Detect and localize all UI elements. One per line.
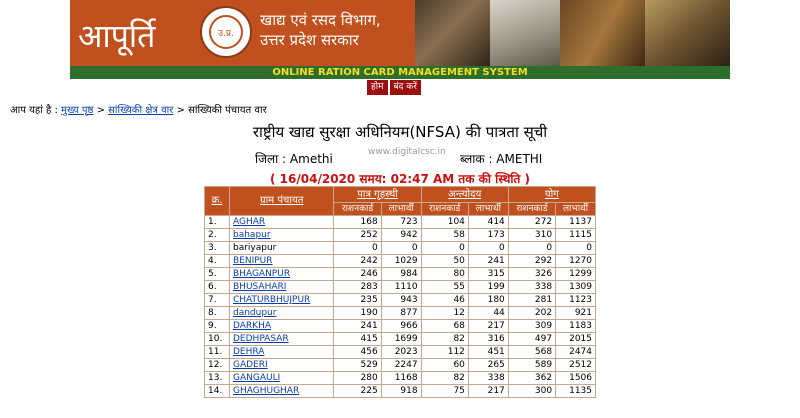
- serial-number-cell: 8.: [205, 307, 230, 320]
- breadcrumb: [10, 102, 267, 116]
- panchayat-link[interactable]: bahapur: [230, 229, 334, 242]
- table-body: [205, 216, 596, 398]
- serial-number-cell: 14.: [205, 385, 230, 398]
- header-photo-rice: [490, 0, 560, 66]
- panchayat-link[interactable]: BHUSAHARI: [230, 281, 334, 294]
- antyodaya-beneficiary-cell: 315: [468, 268, 508, 281]
- eligible-ration-card-cell: 252: [334, 229, 381, 242]
- eligible-ration-card-cell: 235: [334, 294, 381, 307]
- total-ration-card-cell: 326: [508, 268, 555, 281]
- panchayat-link[interactable]: DARKHA: [230, 320, 334, 333]
- total-beneficiary-cell: 1115: [556, 229, 596, 242]
- eligible-ration-card-cell: 456: [334, 346, 381, 359]
- antyodaya-beneficiary-cell: 44: [468, 307, 508, 320]
- eligible-ration-card-cell: 225: [334, 385, 381, 398]
- table-row: [205, 216, 596, 229]
- antyodaya-beneficiary-cell: 265: [468, 359, 508, 372]
- antyodaya-ration-card-cell: 75: [421, 385, 468, 398]
- table-row: [205, 229, 596, 242]
- table-row: [205, 281, 596, 294]
- close-button[interactable]: बंद करें: [390, 80, 421, 95]
- department-line-2: उत्तर प्रदेश सरकार: [260, 31, 359, 49]
- serial-number-cell: 7.: [205, 294, 230, 307]
- total-ration-card-cell: 0: [508, 242, 555, 255]
- total-beneficiary-cell: 2015: [556, 333, 596, 346]
- breadcrumb-area-stats-link[interactable]: सांख्यिकी क्षेत्र वार: [108, 105, 174, 116]
- department-name: [260, 10, 381, 50]
- antyodaya-ration-card-cell: 46: [421, 294, 468, 307]
- panchayat-link[interactable]: CHATURBHUJPUR: [230, 294, 334, 307]
- subheader-beneficiary: लाभार्थी: [468, 203, 508, 216]
- eligible-beneficiary-cell: 943: [381, 294, 421, 307]
- table-row: [205, 307, 596, 320]
- serial-number-cell: 2.: [205, 229, 230, 242]
- breadcrumb-home-link[interactable]: मुख्य पृष्ठ: [61, 105, 94, 116]
- header-antyodaya: अन्त्योदय: [421, 187, 508, 203]
- district-label: जिला : Amethi: [255, 152, 333, 166]
- panchayat-link[interactable]: GANGAULI: [230, 372, 334, 385]
- serial-number-cell: 5.: [205, 268, 230, 281]
- serial-number-cell: 11.: [205, 346, 230, 359]
- panchayat-link[interactable]: DEHRA: [230, 346, 334, 359]
- total-ration-card-cell: 281: [508, 294, 555, 307]
- table-row: [205, 385, 596, 398]
- panchayat-link[interactable]: dandupur: [230, 307, 334, 320]
- eligible-beneficiary-cell: 2247: [381, 359, 421, 372]
- panchayat-link[interactable]: BENIPUR: [230, 255, 334, 268]
- antyodaya-beneficiary-cell: 217: [468, 320, 508, 333]
- eligible-beneficiary-cell: 1029: [381, 255, 421, 268]
- antyodaya-ration-card-cell: 82: [421, 333, 468, 346]
- antyodaya-beneficiary-cell: 199: [468, 281, 508, 294]
- serial-number-cell: 4.: [205, 255, 230, 268]
- subheader-ration-card: राशनकार्ड: [334, 203, 381, 216]
- antyodaya-ration-card-cell: 50: [421, 255, 468, 268]
- antyodaya-ration-card-cell: 68: [421, 320, 468, 333]
- table-row: [205, 294, 596, 307]
- total-ration-card-cell: 497: [508, 333, 555, 346]
- site-brand: आपूर्ति: [78, 17, 156, 55]
- total-ration-card-cell: 300: [508, 385, 555, 398]
- table-row: [205, 242, 596, 255]
- panchayat-link[interactable]: AGHAR: [230, 216, 334, 229]
- subheader-beneficiary: लाभार्थी: [381, 203, 421, 216]
- home-button[interactable]: होम: [367, 80, 388, 95]
- system-title-band: ONLINE RATION CARD MANAGEMENT SYSTEM: [70, 66, 730, 79]
- eligibility-table: [204, 186, 596, 398]
- breadcrumb-current: सांख्यिकी पंचायत वार: [188, 105, 267, 116]
- breadcrumb-prefix: आप यहां है :: [10, 105, 58, 116]
- eligible-ration-card-cell: 280: [334, 372, 381, 385]
- header-photo-pulses: [560, 0, 645, 66]
- table-row: [205, 346, 596, 359]
- eligible-beneficiary-cell: 966: [381, 320, 421, 333]
- block-label: ब्लाक : AMETHI: [460, 152, 543, 166]
- antyodaya-beneficiary-cell: 217: [468, 385, 508, 398]
- serial-number-cell: 9.: [205, 320, 230, 333]
- top-nav-buttons: [367, 80, 421, 95]
- header-total: योग: [508, 187, 595, 203]
- emblem-text: उ.प्र.: [218, 28, 234, 39]
- eligible-ration-card-cell: 415: [334, 333, 381, 346]
- eligible-ration-card-cell: 190: [334, 307, 381, 320]
- eligible-ration-card-cell: 529: [334, 359, 381, 372]
- antyodaya-beneficiary-cell: 414: [468, 216, 508, 229]
- total-beneficiary-cell: 1135: [556, 385, 596, 398]
- eligible-beneficiary-cell: 877: [381, 307, 421, 320]
- status-timestamp: ( 16/04/2020 समय: 02:47 AM तक की स्थिति ): [270, 172, 530, 186]
- site-header: [70, 0, 730, 66]
- total-ration-card-cell: 338: [508, 281, 555, 294]
- eligible-beneficiary-cell: 984: [381, 268, 421, 281]
- breadcrumb-separator: >: [176, 105, 185, 116]
- antyodaya-ration-card-cell: 80: [421, 268, 468, 281]
- subheader-ration-card: राशनकार्ड: [508, 203, 555, 216]
- antyodaya-ration-card-cell: 104: [421, 216, 468, 229]
- total-ration-card-cell: 272: [508, 216, 555, 229]
- total-beneficiary-cell: 1299: [556, 268, 596, 281]
- panchayat-link[interactable]: GADERI: [230, 359, 334, 372]
- total-ration-card-cell: 310: [508, 229, 555, 242]
- antyodaya-ration-card-cell: 55: [421, 281, 468, 294]
- serial-number-cell: 13.: [205, 372, 230, 385]
- panchayat-name: bariyapur: [230, 242, 334, 255]
- total-beneficiary-cell: 1123: [556, 294, 596, 307]
- eligible-beneficiary-cell: 723: [381, 216, 421, 229]
- serial-number-cell: 10.: [205, 333, 230, 346]
- antyodaya-ration-card-cell: 112: [421, 346, 468, 359]
- table-row: [205, 268, 596, 281]
- page-title: राष्ट्रीय खाद्य सुरक्षा अधिनियम(NFSA) की पात्रता सूची: [252, 123, 548, 141]
- eligible-beneficiary-cell: 1110: [381, 281, 421, 294]
- eligible-ration-card-cell: 241: [334, 320, 381, 333]
- antyodaya-beneficiary-cell: 338: [468, 372, 508, 385]
- total-ration-card-cell: 362: [508, 372, 555, 385]
- total-ration-card-cell: 589: [508, 359, 555, 372]
- header-photo-sacks: [645, 0, 730, 66]
- antyodaya-beneficiary-cell: 241: [468, 255, 508, 268]
- watermark-text: www.digitalcsc.in: [368, 147, 446, 157]
- total-beneficiary-cell: 921: [556, 307, 596, 320]
- table-row: [205, 333, 596, 346]
- header-photo-grains: [415, 0, 490, 66]
- eligible-beneficiary-cell: 2023: [381, 346, 421, 359]
- antyodaya-ration-card-cell: 0: [421, 242, 468, 255]
- antyodaya-beneficiary-cell: 180: [468, 294, 508, 307]
- total-ration-card-cell: 309: [508, 320, 555, 333]
- total-beneficiary-cell: 1137: [556, 216, 596, 229]
- antyodaya-ration-card-cell: 12: [421, 307, 468, 320]
- total-beneficiary-cell: 1506: [556, 372, 596, 385]
- total-ration-card-cell: 202: [508, 307, 555, 320]
- subheader-beneficiary: लाभार्थी: [556, 203, 596, 216]
- eligible-ration-card-cell: 246: [334, 268, 381, 281]
- eligible-beneficiary-cell: 942: [381, 229, 421, 242]
- emblem-inner-ring: [209, 15, 243, 49]
- subheader-ration-card: राशनकार्ड: [421, 203, 468, 216]
- total-ration-card-cell: 568: [508, 346, 555, 359]
- antyodaya-beneficiary-cell: 316: [468, 333, 508, 346]
- header-gram-panchayat: ग्राम पंचायत: [230, 187, 334, 216]
- up-government-emblem-icon: [200, 6, 252, 58]
- total-beneficiary-cell: 1270: [556, 255, 596, 268]
- serial-number-cell: 12.: [205, 359, 230, 372]
- total-ration-card-cell: 292: [508, 255, 555, 268]
- header-serial-number: क्र.: [205, 187, 230, 216]
- eligible-ration-card-cell: 242: [334, 255, 381, 268]
- antyodaya-ration-card-cell: 60: [421, 359, 468, 372]
- panchayat-link[interactable]: DEDHPASAR: [230, 333, 334, 346]
- total-beneficiary-cell: 2474: [556, 346, 596, 359]
- table-row: [205, 255, 596, 268]
- table-row: [205, 359, 596, 372]
- serial-number-cell: 1.: [205, 216, 230, 229]
- eligible-ration-card-cell: 168: [334, 216, 381, 229]
- eligible-beneficiary-cell: 1699: [381, 333, 421, 346]
- antyodaya-beneficiary-cell: 451: [468, 346, 508, 359]
- total-beneficiary-cell: 1309: [556, 281, 596, 294]
- total-beneficiary-cell: 1183: [556, 320, 596, 333]
- table-row: [205, 320, 596, 333]
- panchayat-link[interactable]: BHAGANPUR: [230, 268, 334, 281]
- antyodaya-ration-card-cell: 58: [421, 229, 468, 242]
- antyodaya-beneficiary-cell: 0: [468, 242, 508, 255]
- antyodaya-ration-card-cell: 82: [421, 372, 468, 385]
- eligible-beneficiary-cell: 918: [381, 385, 421, 398]
- table-row: [205, 372, 596, 385]
- eligible-beneficiary-cell: 1168: [381, 372, 421, 385]
- serial-number-cell: 3.: [205, 242, 230, 255]
- panchayat-link[interactable]: GHAGHUGHAR: [230, 385, 334, 398]
- antyodaya-beneficiary-cell: 173: [468, 229, 508, 242]
- breadcrumb-separator: >: [96, 105, 105, 116]
- total-beneficiary-cell: 0: [556, 242, 596, 255]
- eligible-beneficiary-cell: 0: [381, 242, 421, 255]
- table-header-row: [205, 187, 596, 203]
- eligible-ration-card-cell: 0: [334, 242, 381, 255]
- eligible-ration-card-cell: 283: [334, 281, 381, 294]
- serial-number-cell: 6.: [205, 281, 230, 294]
- total-beneficiary-cell: 2512: [556, 359, 596, 372]
- header-eligible-household: पात्र गृहस्थी: [334, 187, 421, 203]
- department-line-1: खाद्य एवं रसद विभाग,: [260, 11, 381, 29]
